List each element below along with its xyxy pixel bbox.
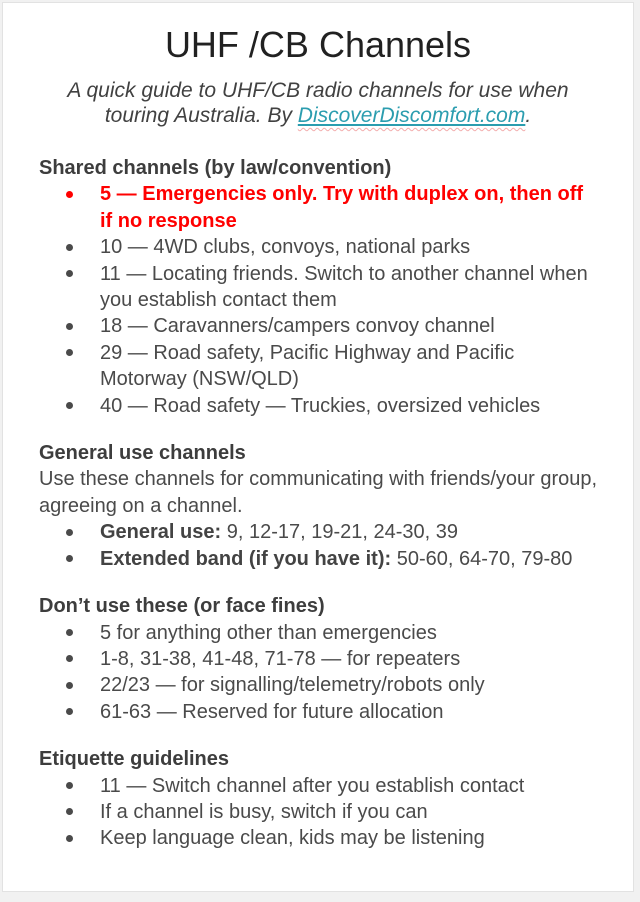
link-text: DiscoverDiscomfort.com: [297, 104, 526, 127]
subtitle-line2-after: .: [525, 104, 532, 127]
section-heading: General use channels: [39, 442, 246, 465]
list-item: [39, 672, 599, 698]
list-item: [39, 261, 599, 314]
bullet-list: [39, 620, 599, 726]
list-item: [39, 646, 599, 672]
sections-container: [3, 155, 633, 852]
list-item: [39, 313, 599, 339]
list-item: [39, 181, 599, 234]
bullet-text: 11 — Locating friends. Switch to another channel when you establish contact them: [100, 262, 588, 312]
list-item: [39, 393, 599, 419]
list-item: [39, 799, 599, 825]
list-item: [39, 699, 599, 725]
bullet-text: 5 — Emergencies only. Try with duplex on, then off if no response: [100, 183, 584, 232]
bullet-text: 10 — 4WD clubs, convoys, national parks: [100, 236, 471, 259]
bullet-text: 9, 12-17, 19-21, 24-30, 39: [221, 521, 459, 544]
list-item: [39, 773, 599, 799]
section-intro: Use these channels for communicating with friends/your group, agreeing on a channel.: [39, 468, 598, 517]
list-item: [39, 340, 599, 393]
section-heading: Don’t use these (or face fines): [39, 595, 325, 618]
section-heading: Shared channels (by law/convention): [39, 157, 392, 179]
page-title: UHF /CB Channels: [164, 24, 472, 65]
bullet-text: 1-8, 31-38, 41-48, 71-78 — for repeaters: [100, 647, 461, 670]
bullet-list: [39, 519, 599, 572]
discoverdiscomfort-link[interactable]: [298, 104, 526, 127]
bullet-text: 18 — Caravanners/campers convoy channel: [100, 315, 495, 338]
list-item: [39, 825, 599, 851]
subtitle-line2-before: touring Australia. By: [104, 104, 298, 127]
document-page: [2, 2, 634, 892]
bullet-bold-prefix: Extended band (if you have it):: [100, 547, 392, 570]
bullet-list: [39, 773, 599, 852]
bullet-text: 22/23 — for signalling/telemetry/robots only: [100, 674, 485, 697]
list-item: [39, 519, 599, 545]
bullet-text: If a channel is busy, switch if you can: [100, 800, 428, 823]
bullet-text: 29 — Road safety, Pacific Highway and Pacific Motorway (NSW/QLD): [100, 341, 515, 391]
bullet-text: Keep language clean, kids may be listening: [100, 827, 485, 850]
bullet-text: 5 for anything other than emergencies: [100, 621, 437, 644]
list-item: [39, 234, 599, 260]
bullet-text: 11 — Switch channel after you establish contact: [100, 774, 525, 797]
bullet-text: 40 — Road safety — Truckies, oversized vehicles: [100, 394, 541, 417]
subtitle: [3, 78, 633, 128]
list-item: [39, 546, 599, 572]
bullet-bold-prefix: General use:: [100, 521, 222, 544]
list-item: [39, 620, 599, 646]
section-heading: Etiquette guidelines: [39, 748, 230, 771]
bullet-text: 61-63 — Reserved for future allocation: [100, 700, 444, 723]
subtitle-line1: A quick guide to UHF/CB radio channels for use when: [67, 79, 569, 102]
bullet-list: [39, 181, 599, 419]
bullet-text: 50-60, 64-70, 79-80: [391, 547, 573, 570]
